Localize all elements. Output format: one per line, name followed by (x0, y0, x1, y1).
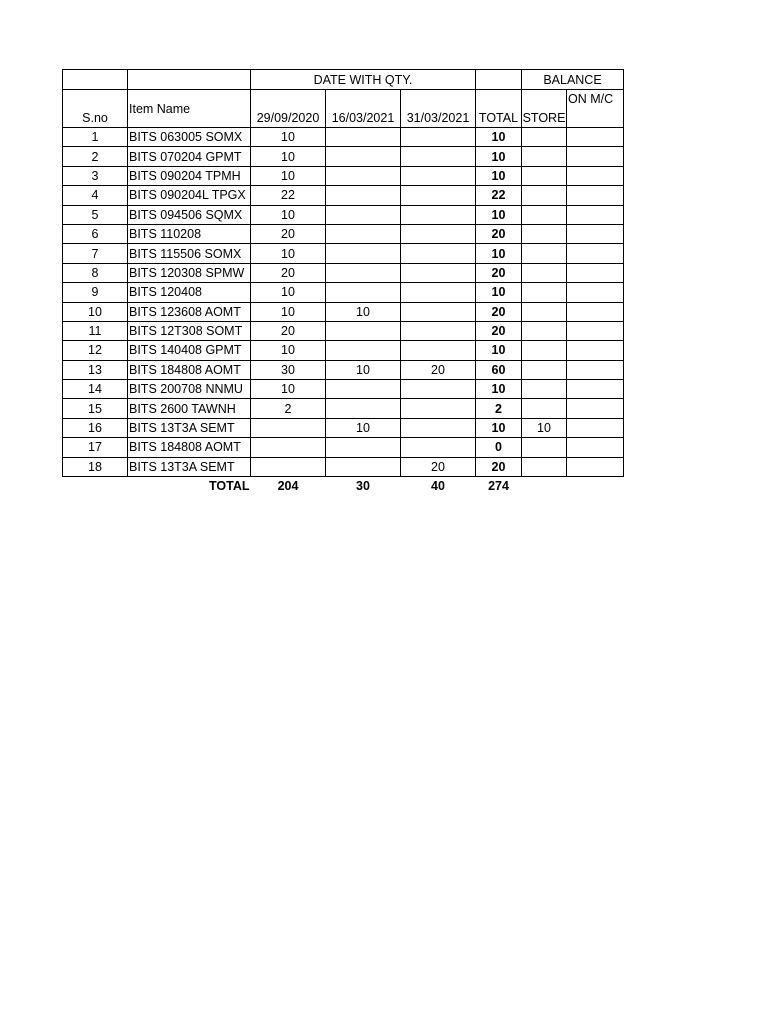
qty-cell-date-3 (401, 205, 476, 224)
row-total-cell: 20 (476, 224, 522, 243)
date-header-3: 31/03/2021 (401, 90, 476, 128)
item-name-header: Item Name (128, 90, 251, 128)
store-cell (522, 186, 567, 205)
table-row (63, 128, 624, 147)
sno-header: S.no (63, 90, 128, 128)
row-total-cell: 10 (476, 341, 522, 360)
qty-cell-date-3 (401, 438, 476, 457)
sno-cell: 9 (63, 283, 128, 302)
row-total-cell: 20 (476, 457, 522, 476)
qty-cell-date-1: 10 (251, 128, 326, 147)
on-mc-cell (567, 302, 624, 321)
item-name-cell: BITS 13T3A SEMT (128, 457, 251, 476)
qty-cell-date-3 (401, 321, 476, 340)
on-mc-cell (567, 166, 624, 185)
quantity-table (62, 69, 624, 495)
qty-cell-date-2: 10 (326, 360, 401, 379)
store-cell (522, 224, 567, 243)
table-row (63, 224, 624, 243)
on-mc-cell (567, 380, 624, 399)
date-header-1: 29/09/2020 (251, 90, 326, 128)
date-with-qty-header: DATE WITH QTY. (251, 70, 476, 90)
qty-cell-date-3 (401, 302, 476, 321)
sno-cell: 14 (63, 380, 128, 399)
on-mc-cell (567, 438, 624, 457)
qty-cell-date-3: 20 (401, 360, 476, 379)
table-row (63, 166, 624, 185)
qty-cell-date-1: 10 (251, 147, 326, 166)
store-cell (522, 147, 567, 166)
item-name-cell: BITS 063005 SOMX (128, 128, 251, 147)
row-total-cell: 0 (476, 438, 522, 457)
qty-cell-date-2 (326, 166, 401, 185)
item-name-cell: BITS 12T308 SOMT (128, 321, 251, 340)
on-mc-cell (567, 283, 624, 302)
sno-cell: 17 (63, 438, 128, 457)
qty-cell-date-1: 2 (251, 399, 326, 418)
store-cell (522, 205, 567, 224)
qty-cell-date-1: 10 (251, 205, 326, 224)
sno-cell: 12 (63, 341, 128, 360)
totals-empty-cell (522, 477, 567, 496)
totals-label: TOTAL (208, 479, 250, 494)
sno-cell: 6 (63, 224, 128, 243)
item-name-cell: BITS 110208 (128, 224, 251, 243)
item-name-cell: BITS 094506 SQMX (128, 205, 251, 224)
qty-cell-date-3 (401, 263, 476, 282)
row-total-cell: 60 (476, 360, 522, 379)
row-total-cell: 10 (476, 128, 522, 147)
table-row (63, 380, 624, 399)
qty-cell-date-1: 10 (251, 244, 326, 263)
table-row (63, 147, 624, 166)
item-name-cell: BITS 13T3A SEMT (128, 418, 251, 437)
item-name-cell: BITS 120408 (128, 283, 251, 302)
store-cell (522, 128, 567, 147)
table-row (63, 302, 624, 321)
qty-cell-date-3 (401, 244, 476, 263)
sno-cell: 5 (63, 205, 128, 224)
item-name-cell: BITS 123608 AOMT (128, 302, 251, 321)
sno-cell: 3 (63, 166, 128, 185)
store-cell (522, 399, 567, 418)
qty-cell-date-2 (326, 321, 401, 340)
qty-cell-date-3 (401, 380, 476, 399)
table-row (63, 321, 624, 340)
qty-cell-date-1: 10 (251, 341, 326, 360)
row-total-cell: 10 (476, 418, 522, 437)
totals-date-2: 30 (356, 479, 370, 494)
qty-cell-date-1: 20 (251, 321, 326, 340)
qty-cell-date-3 (401, 166, 476, 185)
row-total-cell: 20 (476, 263, 522, 282)
store-cell (522, 360, 567, 379)
row-total-cell: 10 (476, 147, 522, 166)
item-name-cell: BITS 090204 TPMH (128, 166, 251, 185)
qty-cell-date-1: 30 (251, 360, 326, 379)
qty-cell-date-2 (326, 380, 401, 399)
qty-cell-date-2 (326, 128, 401, 147)
store-cell (522, 263, 567, 282)
table-row (63, 186, 624, 205)
qty-cell-date-1: 20 (251, 224, 326, 243)
store-cell (522, 457, 567, 476)
item-name-cell: BITS 140408 GPMT (128, 341, 251, 360)
row-total-cell: 22 (476, 186, 522, 205)
qty-cell-date-2: 10 (326, 302, 401, 321)
table-row (63, 418, 624, 437)
on-mc-cell (567, 418, 624, 437)
qty-cell-date-2 (326, 438, 401, 457)
qty-cell-date-3 (401, 283, 476, 302)
qty-cell-date-1: 10 (251, 302, 326, 321)
qty-cell-date-3 (401, 147, 476, 166)
totals-date-1: 204 (277, 479, 299, 494)
sno-cell: 11 (63, 321, 128, 340)
qty-cell-date-2 (326, 224, 401, 243)
qty-cell-date-1: 22 (251, 186, 326, 205)
qty-cell-date-2 (326, 263, 401, 282)
on-mc-cell (567, 399, 624, 418)
sno-cell: 2 (63, 147, 128, 166)
item-name-cell: BITS 090204L TPGX (128, 186, 251, 205)
on-mc-cell (567, 457, 624, 476)
date-header-2: 16/03/2021 (326, 90, 401, 128)
table-row (63, 244, 624, 263)
totals-empty-cell (63, 477, 128, 496)
table-row (63, 341, 624, 360)
qty-cell-date-3 (401, 418, 476, 437)
header-row-main (63, 90, 624, 128)
qty-cell-date-3 (401, 186, 476, 205)
table-row (63, 263, 624, 282)
qty-cell-date-1 (251, 418, 326, 437)
qty-cell-date-1: 10 (251, 380, 326, 399)
row-total-cell: 10 (476, 244, 522, 263)
qty-cell-date-2 (326, 283, 401, 302)
qty-cell-date-1: 20 (251, 263, 326, 282)
row-total-cell: 20 (476, 302, 522, 321)
qty-cell-date-3 (401, 399, 476, 418)
table-row (63, 360, 624, 379)
sno-cell: 8 (63, 263, 128, 282)
store-cell (522, 302, 567, 321)
table-row (63, 438, 624, 457)
on-mc-header: ON M/C (567, 90, 624, 128)
store-cell (522, 341, 567, 360)
qty-cell-date-2 (326, 399, 401, 418)
item-name-cell: BITS 184808 AOMT (128, 360, 251, 379)
header-empty-cell (476, 70, 522, 90)
sno-cell: 18 (63, 457, 128, 476)
totals-date-3: 40 (431, 479, 445, 494)
row-total-cell: 10 (476, 283, 522, 302)
on-mc-cell (567, 224, 624, 243)
qty-cell-date-2 (326, 147, 401, 166)
row-total-cell: 2 (476, 399, 522, 418)
header-row-top (63, 70, 624, 90)
item-name-cell: BITS 120308 SPMW (128, 263, 251, 282)
row-total-cell: 20 (476, 321, 522, 340)
sno-cell: 1 (63, 128, 128, 147)
totals-row (63, 477, 624, 496)
qty-cell-date-1 (251, 438, 326, 457)
on-mc-cell (567, 244, 624, 263)
qty-cell-date-3 (401, 341, 476, 360)
on-mc-cell (567, 263, 624, 282)
sno-cell: 4 (63, 186, 128, 205)
on-mc-cell (567, 128, 624, 147)
total-header: TOTAL (476, 90, 522, 128)
balance-header: BALANCE (522, 70, 624, 90)
header-empty-cell (128, 70, 251, 90)
qty-cell-date-1: 10 (251, 283, 326, 302)
on-mc-cell (567, 360, 624, 379)
on-mc-cell (567, 205, 624, 224)
item-name-cell: BITS 184808 AOMT (128, 438, 251, 457)
on-mc-cell (567, 147, 624, 166)
qty-cell-date-2 (326, 186, 401, 205)
item-name-cell: BITS 070204 GPMT (128, 147, 251, 166)
qty-cell-date-2 (326, 457, 401, 476)
qty-cell-date-3: 20 (401, 457, 476, 476)
header-empty-cell (63, 70, 128, 90)
qty-cell-date-3 (401, 224, 476, 243)
on-mc-cell (567, 186, 624, 205)
sno-cell: 7 (63, 244, 128, 263)
row-total-cell: 10 (476, 205, 522, 224)
qty-cell-date-1 (251, 457, 326, 476)
row-total-cell: 10 (476, 380, 522, 399)
qty-cell-date-2 (326, 205, 401, 224)
item-name-cell: BITS 2600 TAWNH (128, 399, 251, 418)
on-mc-cell (567, 321, 624, 340)
on-mc-cell (567, 341, 624, 360)
table-row (63, 205, 624, 224)
table-row (63, 399, 624, 418)
store-cell (522, 166, 567, 185)
store-cell (522, 438, 567, 457)
qty-cell-date-3 (401, 128, 476, 147)
totals-empty-cell (567, 477, 624, 496)
store-cell: 10 (522, 418, 567, 437)
table-row (63, 457, 624, 476)
store-cell (522, 380, 567, 399)
sno-cell: 16 (63, 418, 128, 437)
table-row (63, 283, 624, 302)
sno-cell: 10 (63, 302, 128, 321)
item-name-cell: BITS 200708 NNMU (128, 380, 251, 399)
qty-cell-date-2 (326, 341, 401, 360)
row-total-cell: 10 (476, 166, 522, 185)
sno-cell: 13 (63, 360, 128, 379)
store-cell (522, 244, 567, 263)
store-cell (522, 283, 567, 302)
item-name-cell: BITS 115506 SOMX (128, 244, 251, 263)
qty-cell-date-2: 10 (326, 418, 401, 437)
qty-cell-date-1: 10 (251, 166, 326, 185)
store-header: STORE (522, 90, 567, 128)
store-cell (522, 321, 567, 340)
qty-cell-date-2 (326, 244, 401, 263)
totals-grand-total: 274 (488, 479, 509, 494)
sno-cell: 15 (63, 399, 128, 418)
